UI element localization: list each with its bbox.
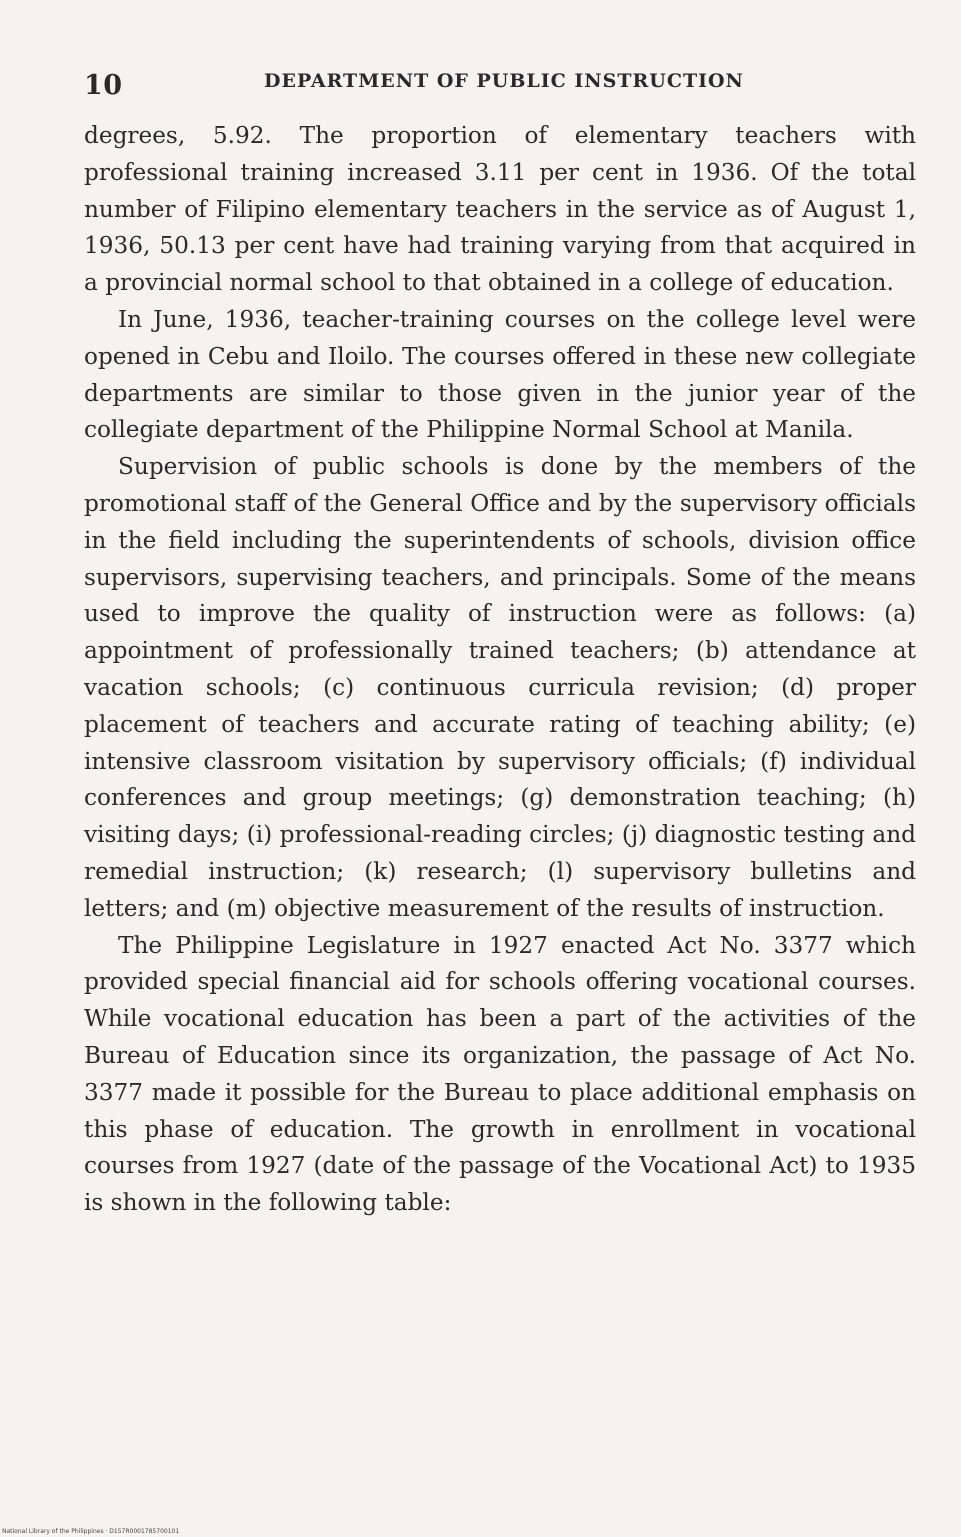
paragraph-teacher-training: In June, 1936, teacher-training courses on the college level were opened in Cebu and Iloilo. The courses offered in these new collegiate departments are similar to those given in the junior year of the collegiate department of the Philippine Normal School at Manila. xyxy=(84,305,916,444)
paragraph-supervision: Supervision of public schools is done by the members of the promotional staff of the General Office and by the supervisory officials in the field including the superintendents of schools, division office supervisors, supervising teachers, and principals. Some of the means used to improve the quality of instruction were as follows: (a) appointment of professionally trained teachers; (b) attendance at vacation schools; (c) continuous curricula revision; (d) proper placement of teachers and accurate rating of teaching ability; (e) intensive classroom visitation by supervisory officials; (f) individual conferences and group meetings; (g) demonstration teaching; (h) visiting days; (i) professional-reading circles; (j) diagnostic testing and remedial instruction; (k) research; (l) supervisory bulletins and letters; and (m) objective measurement of the results of instruction. xyxy=(84,453,916,922)
body-text xyxy=(84,118,916,1222)
paragraph-vocational-act: The Philippine Legislature in 1927 enacted Act No. 3377 which provided special financial aid for schools offering vocational courses. While vocational education has been a part of the activities of the Bureau of Education since its organization, the passage of Act No. 3377 made it possible for the Bureau to place additional emphasis on this phase of education. The growth in enrollment in vocational courses from 1927 (date of the passage of the Vocational Act) to 1935 is shown in the following table: xyxy=(84,931,916,1217)
footer-credit: National Library of the Philippines · D157R0001785700101 xyxy=(2,1528,180,1535)
page-header xyxy=(84,66,744,106)
paragraph-continued: degrees, 5.92. The proportion of elementary teachers with professional training increased 3.11 per cent in 1936. Of the total number of Filipino elementary teachers in the service as of August 1, 1936, 50.13 per cent have had training varying from that acquired in a provincial normal school to that obtained in a college of education. xyxy=(84,122,916,297)
page-number: 10 xyxy=(84,70,123,101)
running-head: DEPARTMENT OF PUBLIC INSTRUCTION xyxy=(264,70,744,92)
